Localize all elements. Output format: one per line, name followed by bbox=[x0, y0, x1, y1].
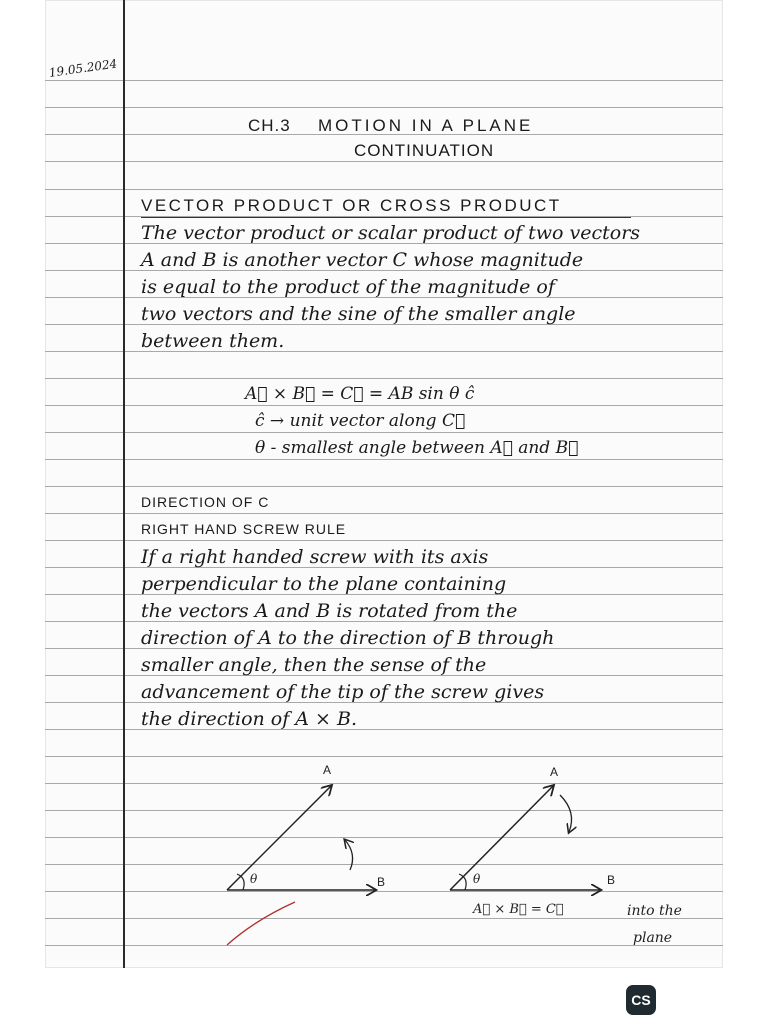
ruled-line bbox=[45, 80, 723, 81]
paragraph-line: perpendicular to the plane containing bbox=[141, 573, 507, 595]
into-the-plane-note: into the bbox=[627, 903, 682, 919]
chapter-title: MOTION IN A PLANE bbox=[318, 116, 534, 135]
paragraph-line: direction of A to the direction of B through bbox=[141, 627, 555, 649]
paragraph-line: is equal to the product of the magnitude of bbox=[141, 276, 555, 298]
paragraph-line: If a right handed screw with its axis bbox=[141, 546, 489, 568]
ruled-line bbox=[45, 486, 723, 487]
paragraph-line: between them. bbox=[141, 330, 285, 352]
date: 19.05.2024 bbox=[48, 56, 119, 80]
rotation-arrow-left bbox=[345, 840, 353, 870]
section-heading-direction: DIRECTION OF C bbox=[141, 494, 270, 510]
ruled-line bbox=[45, 378, 723, 379]
vector-diagrams bbox=[45, 750, 723, 968]
formula-definition-unit-vector: ĉ → unit vector along C⃗ bbox=[255, 411, 466, 431]
label-a-right: A bbox=[550, 765, 559, 779]
ruled-line bbox=[45, 432, 723, 433]
label-b-left: B bbox=[377, 875, 386, 889]
formula-definition-angle: θ - smallest angle between A⃗ and B⃗ bbox=[255, 438, 579, 458]
cross-product-caption: A⃗ × B⃗ = C⃗ bbox=[473, 902, 564, 917]
paragraph-line: two vectors and the sine of the smaller angle bbox=[141, 303, 576, 325]
red-pen-mark bbox=[227, 902, 295, 945]
paragraph-line: the direction of A × B. bbox=[141, 708, 358, 730]
label-b-right: B bbox=[607, 873, 616, 887]
chapter-subtitle: CONTINUATION bbox=[354, 141, 495, 160]
paragraph-line: A and B is another vector C whose magnitude bbox=[141, 249, 584, 271]
label-theta-right: θ bbox=[473, 872, 481, 886]
ruled-line bbox=[45, 513, 723, 514]
into-the-plane-note: plane bbox=[633, 930, 673, 946]
ruled-line bbox=[45, 540, 723, 541]
heading-underline bbox=[141, 217, 631, 218]
label-theta-left: θ bbox=[250, 872, 258, 886]
rotation-arrow-right bbox=[560, 795, 572, 832]
formula-main: A⃗ × B⃗ = C⃗ = AB sin θ ĉ bbox=[245, 384, 475, 404]
chapter-number: CH.3 bbox=[248, 116, 291, 135]
paragraph-line: The vector product or scalar product of two vectors bbox=[141, 222, 641, 244]
ruled-line bbox=[45, 161, 723, 162]
ruled-line bbox=[45, 189, 723, 190]
paragraph-line: advancement of the tip of the screw gives bbox=[141, 681, 545, 703]
paragraph-line: smaller angle, then the sense of the bbox=[141, 654, 487, 676]
ruled-line bbox=[45, 405, 723, 406]
angle-arc-right bbox=[459, 874, 466, 890]
angle-arc-left bbox=[237, 874, 244, 890]
camscanner-logo: CS bbox=[626, 985, 656, 1015]
paragraph-line: the vectors A and B is rotated from the bbox=[141, 600, 518, 622]
vector-a-arrow-left bbox=[227, 786, 331, 890]
vector-a-arrow-right bbox=[450, 786, 553, 890]
ruled-line bbox=[45, 107, 723, 108]
section-heading-right-hand-rule: RIGHT HAND SCREW RULE bbox=[141, 521, 347, 537]
label-a-left: A bbox=[323, 763, 332, 777]
section-heading-vector-product: VECTOR PRODUCT OR CROSS PRODUCT bbox=[141, 196, 562, 215]
ruled-line bbox=[45, 459, 723, 460]
notebook-page bbox=[45, 0, 723, 968]
